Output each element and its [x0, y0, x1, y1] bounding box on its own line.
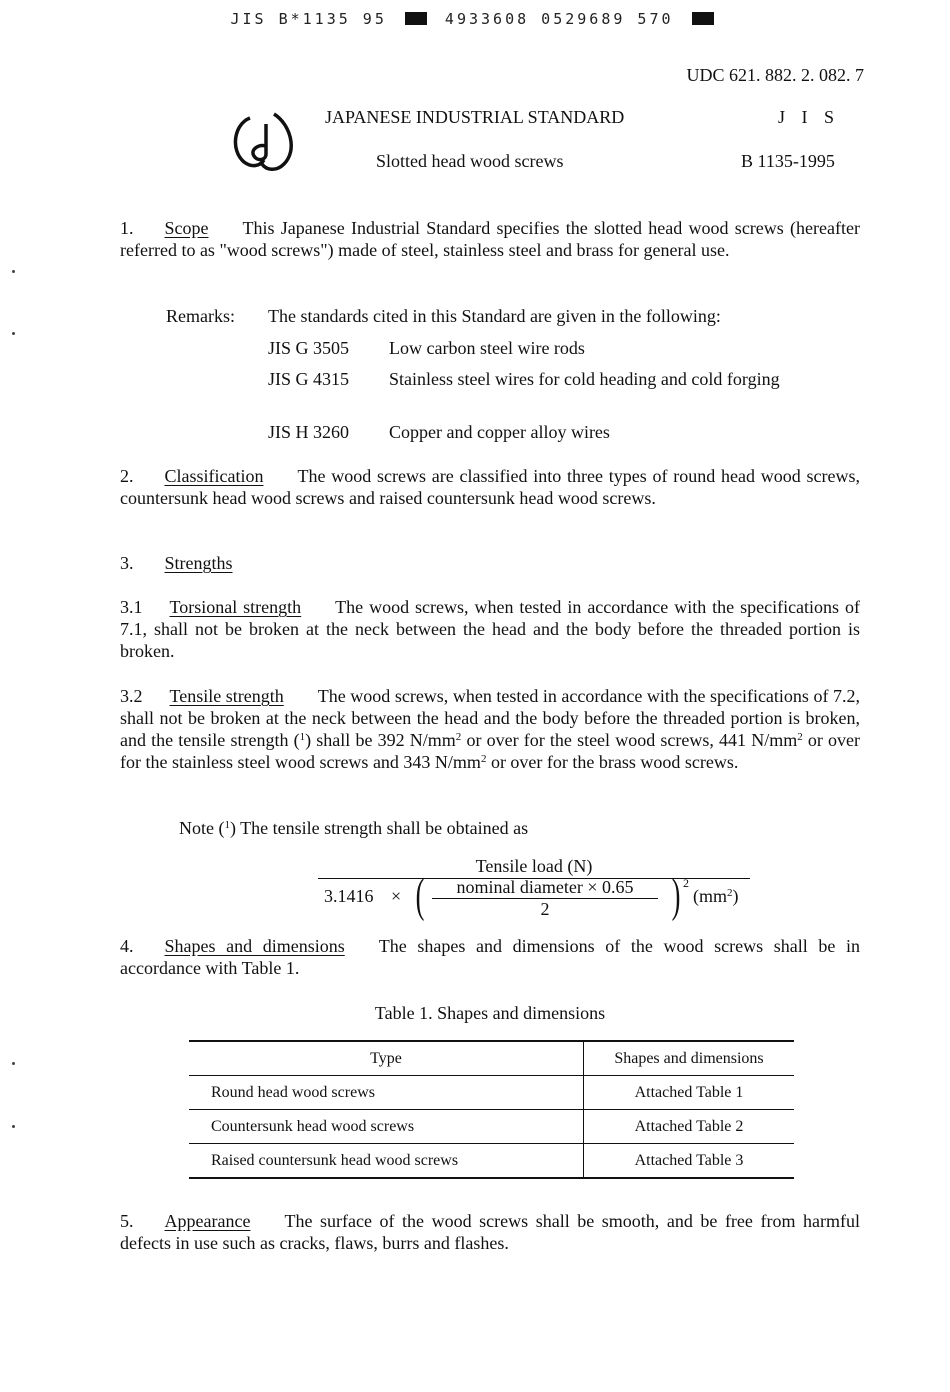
section-heading: Appearance: [164, 1211, 251, 1231]
formula-exponent: 2: [683, 876, 689, 890]
scan-speck: [12, 1062, 15, 1065]
section-text: or over for the stainless steel wood screws and 343 N/mm: [120, 730, 861, 772]
scan-header-line: [0, 8, 950, 30]
section-heading: Strengths: [164, 553, 233, 573]
ref-code: JIS G 4315: [268, 369, 350, 389]
table-header-row: [189, 1041, 794, 1076]
scan-speck: [12, 270, 15, 273]
section-number: 1.: [120, 218, 134, 238]
formula-times: ×: [391, 886, 402, 906]
section-number: 4.: [120, 936, 134, 956]
section-heading: Classification: [164, 466, 264, 486]
section-number: 3.: [120, 553, 134, 573]
section-text: or over for the steel wood screws, 441 N/mm: [461, 730, 798, 750]
standard-title: JAPANESE INDUSTRIAL STANDARD: [325, 107, 625, 127]
superscript: 2: [455, 731, 462, 743]
formula-numerator: Tensile load (N): [318, 855, 750, 879]
table-header: Type: [189, 1041, 584, 1076]
ref-title: Copper and copper alloy wires: [389, 422, 610, 442]
scan-block-icon: [405, 12, 427, 25]
formula-paren-close: ): [671, 869, 681, 922]
scan-block-icon: [692, 12, 714, 25]
standard-subtitle: Slotted head wood screws: [376, 151, 564, 171]
superscript: 2: [797, 731, 803, 743]
section-heading: Torsional strength: [169, 597, 302, 617]
table-cell: Countersunk head wood screws: [189, 1110, 584, 1144]
section-text: ) shall be 392 N/mm: [305, 730, 456, 750]
ref-code: JIS G 3505: [268, 338, 350, 358]
scan-speck: [12, 1125, 15, 1128]
section-scope: [120, 217, 860, 261]
table-cell: Raised countersunk head wood screws: [189, 1144, 584, 1179]
table-cell: Attached Table 3: [584, 1144, 795, 1179]
superscript: 2: [727, 887, 733, 899]
table-row: [189, 1110, 794, 1144]
scan-code: JIS B*1135 95: [230, 10, 387, 28]
table-header: Shapes and dimensions: [584, 1041, 795, 1076]
section-tensile: [120, 685, 860, 773]
scan-speck: [12, 332, 15, 335]
ref-title: Stainless steel wires for cold heading and cold forging: [389, 369, 780, 389]
section-text: The wood screws are classified into three types of round head wood screws, countersunk head wood screws and raised countersunk head wood screws.: [120, 466, 860, 508]
table-row: [189, 1144, 794, 1179]
formula-unit: [693, 885, 739, 907]
unit-text: (mm: [693, 886, 727, 906]
ref-title: Low carbon steel wire rods: [389, 338, 585, 358]
table-row: [189, 1076, 794, 1110]
unit-text: ): [732, 886, 739, 906]
dimensions-table: [189, 1040, 794, 1179]
section-text: The wood screws, when tested in accordance with the specifications of 7.1, shall not be broken at the neck between the head and the body before the threaded portion is broken.: [120, 597, 860, 661]
superscript: 2: [480, 753, 487, 765]
formula-constant: 3.1416: [324, 886, 374, 906]
section-classification: [120, 465, 860, 509]
ref-code: JIS H 3260: [268, 422, 350, 442]
section-number: 3.1: [120, 597, 143, 617]
jis-mark-icon: [228, 106, 300, 178]
section-strengths: [120, 552, 860, 574]
formula-inner-denominator: 2: [540, 899, 550, 919]
udc-number: UDC 621. 882. 2. 082. 7: [686, 65, 864, 85]
standard-number: B 1135-1995: [741, 151, 835, 171]
table-caption: Table 1. Shapes and dimensions: [374, 1003, 606, 1023]
section-text: The surface of the wood screws shall be smooth, and be free from harmful defects in use such as cracks, flaws, burrs and flashes.: [120, 1211, 860, 1253]
table-cell: Attached Table 2: [584, 1110, 795, 1144]
section-number: 5.: [120, 1211, 134, 1231]
note-prefix: Note (: [179, 818, 225, 838]
note: [179, 817, 528, 839]
section-number: 2.: [120, 466, 134, 486]
section-appearance: [120, 1210, 860, 1254]
remarks-label: Remarks:: [166, 306, 235, 326]
section-number: 3.2: [120, 686, 143, 706]
note-reference: 1: [224, 819, 230, 831]
formula-paren-open: (: [415, 869, 425, 922]
note-reference: 1: [299, 731, 306, 743]
note-text: ) The tensile strength shall be obtained as: [229, 818, 529, 838]
jis-label: J I S: [778, 107, 841, 127]
section-torsional: [120, 596, 860, 662]
section-heading: Shapes and dimensions: [164, 936, 345, 956]
section-shapes: [120, 935, 860, 979]
formula-inner-numerator: nominal diameter × 0.65: [432, 876, 658, 899]
section-heading: Tensile strength: [169, 686, 284, 706]
remarks-text: The standards cited in this Standard are given in the following:: [268, 306, 721, 326]
section-text: This Japanese Industrial Standard specifies the slotted head wood screws (hereafter referred to as "wood screws") made of steel, stainless steel and brass for general use.: [120, 218, 860, 260]
table-cell: Attached Table 1: [584, 1076, 795, 1110]
table-cell: Round head wood screws: [189, 1076, 584, 1110]
section-heading: Scope: [164, 218, 209, 238]
section-text: The wood screws, when tested in accordance with the specifications of 7.2, shall not be broken at the neck between the head and the body before the threaded portion is broken, and the tensile strength (: [120, 686, 861, 750]
scan-numbers: 4933608 0529689 570: [444, 10, 674, 28]
section-text: The shapes and dimensions of the wood screws shall be in accordance with Table 1.: [120, 936, 860, 978]
section-text: or over for the brass wood screws.: [486, 752, 739, 772]
